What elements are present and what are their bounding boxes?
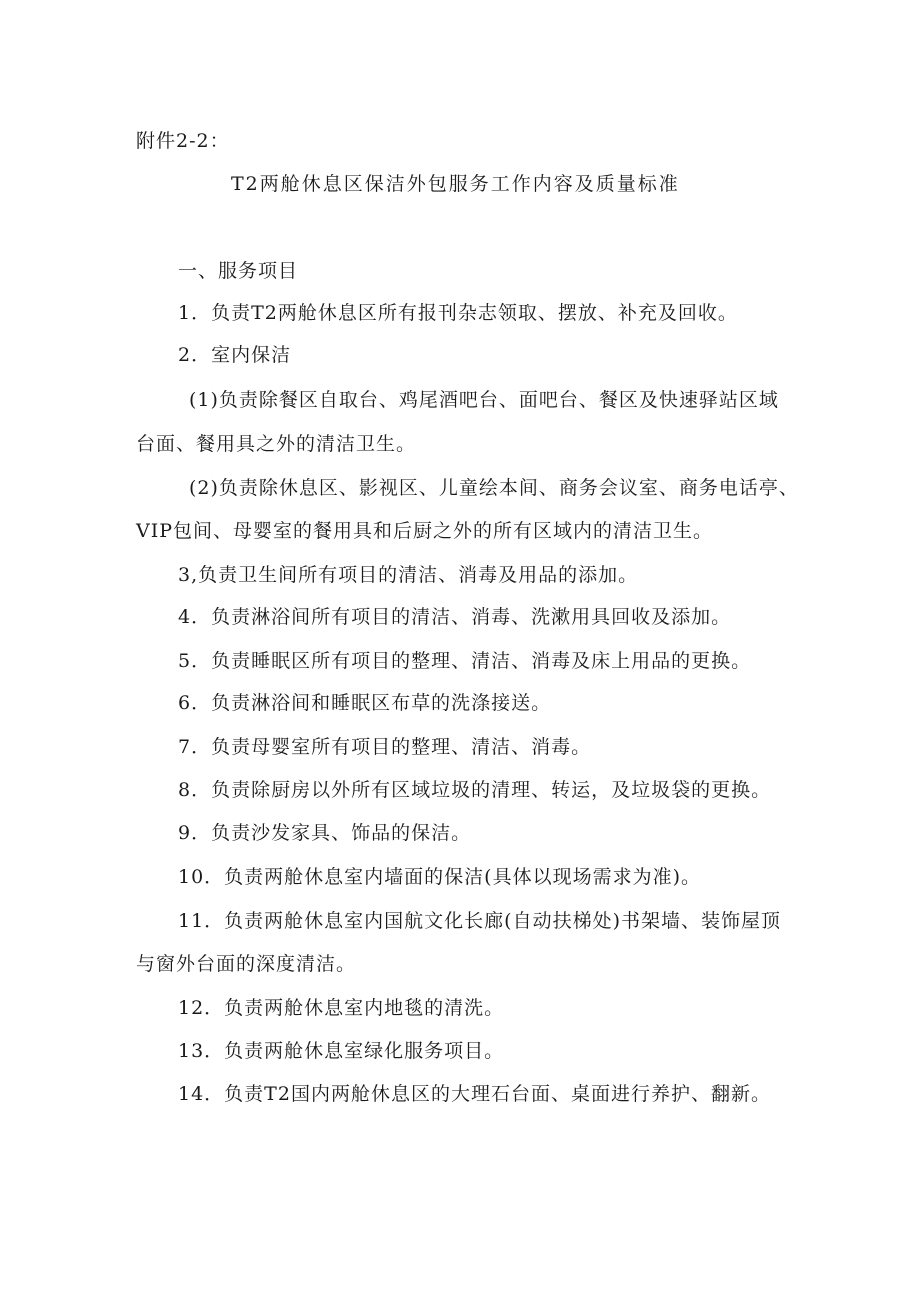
service-subitem-2-line-2: VIP包间、母婴室的餐用具和后厨之外的所有区域内的清洁卫生。 — [136, 520, 714, 542]
service-item-3: 3,负责卫生间所有项目的清洁、消毒及用品的添加。 — [178, 564, 639, 586]
service-item-11-line-2: 与窗外台面的深度清洁。 — [136, 953, 357, 975]
service-subitem-1-line-2: 台面、餐用具之外的清洁卫生。 — [136, 433, 417, 455]
service-item-7: 7．负责母婴室所有项目的整理、清洁、消毒。 — [178, 736, 592, 758]
section-heading: 一、服务项目 — [178, 260, 299, 282]
service-item-6: 6．负责淋浴间和睡眠区布草的洗涤接送。 — [178, 692, 552, 714]
service-subitem-2-line-1: (2)负责除休息区、影视区、儿童绘本间、商务会议室、商务电话亭、 — [189, 477, 799, 499]
service-subitem-1-line-1: (1)负责除餐区自取台、鸡尾酒吧台、面吧台、餐区及快速驿站区域 — [189, 389, 779, 411]
service-item-8: 8．负责除厨房以外所有区域垃圾的清理、转运，及垃圾袋的更换。 — [178, 779, 772, 801]
attachment-label: 附件2-2： — [136, 130, 230, 152]
document-title: T2两舱休息区保洁外包服务工作内容及质量标准 — [231, 173, 680, 195]
service-item-4: 4．负责淋浴间所有项目的清洁、消毒、洗漱用具回收及添加。 — [178, 606, 732, 628]
service-item-2: 2．室内保洁 — [178, 344, 292, 366]
service-item-14: 14．负责T2国内两舱休息区的大理石台面、桌面进行养护、翻新。 — [178, 1083, 771, 1105]
service-item-11-line-1: 11．负责两舱休息室内国航文化长廊(自动扶梯处)书架墙、装饰屋顶 — [178, 910, 782, 932]
service-item-12: 12．负责两舱休息室内地毯的清洗。 — [178, 997, 505, 1019]
service-item-13: 13．负责两舱休息室绿化服务项目。 — [178, 1040, 505, 1062]
service-item-5: 5．负责睡眠区所有项目的整理、清洁、消毒及床上用品的更换。 — [178, 650, 752, 672]
service-item-1: 1．负责T2两舱休息区所有报刊杂志领取、摆放、补充及回收。 — [178, 302, 738, 324]
service-item-9: 9．负责沙发家具、饰品的保洁。 — [178, 822, 472, 844]
service-item-10: 10．负责两舱休息室内墙面的保洁(具体以现场需求为准)。 — [178, 866, 702, 888]
